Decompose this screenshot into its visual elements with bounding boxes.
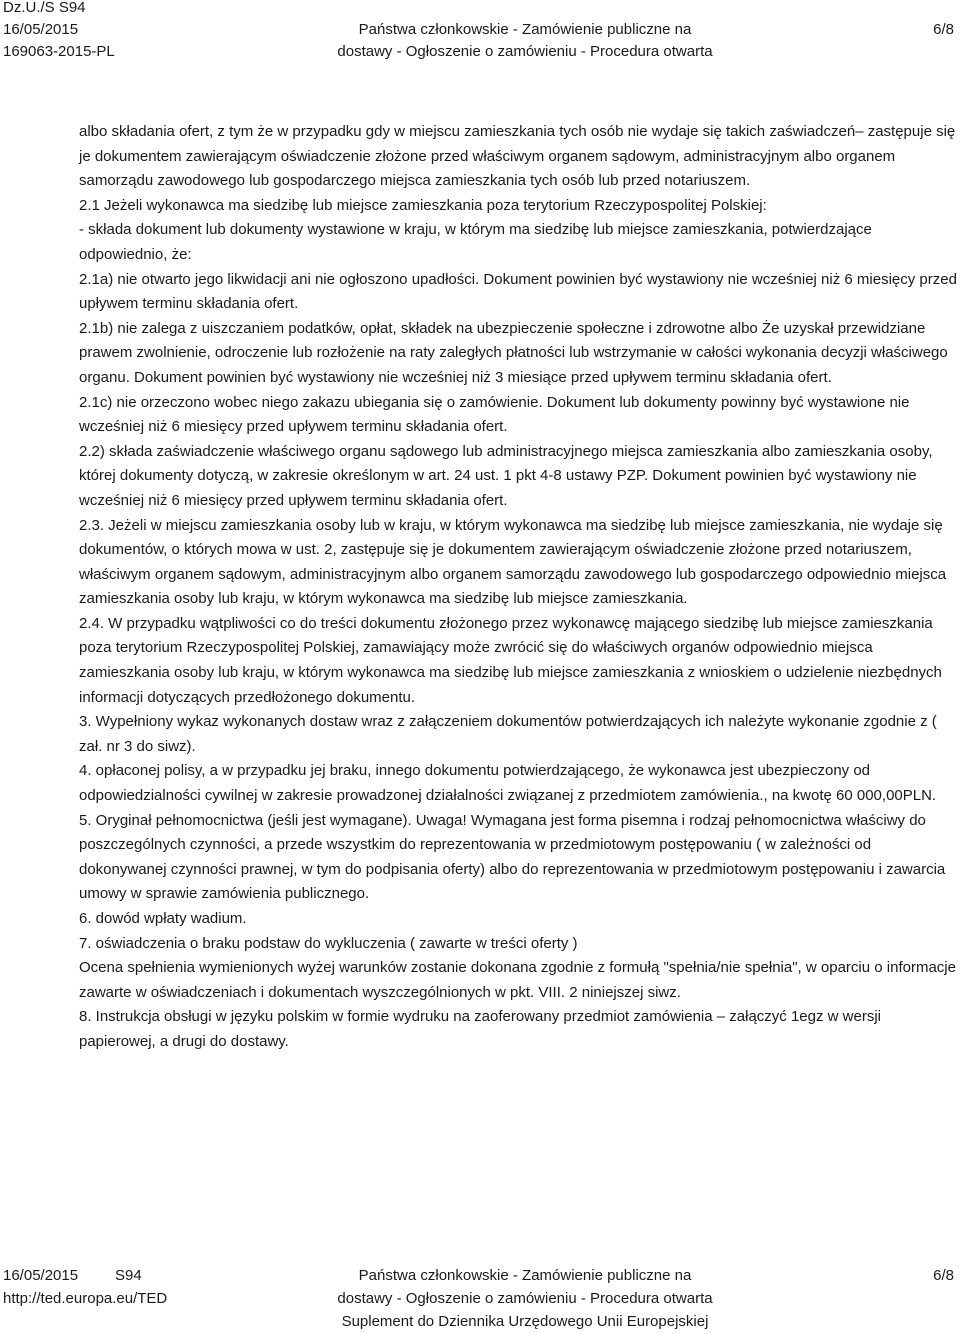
paragraph: 2.2) składa zaświadczenie właściwego organu sądowego lub administracyjnego miejsca zamieszkania albo zamieszkania osoby, której dokumenty dotyczą, w zakresie określonym w art. 24 ust. 1 pkt 4-8 ustawy PZP. Dokument powinien być wystawiony nie wcześniej niż 6 miesięcy przed upływem terminu składania ofert. bbox=[79, 442, 933, 509]
footer-date: 16/05/2015 bbox=[3, 1267, 79, 1284]
paragraph: 2.4. W przypadku wątpliwości co do treści dokumentu złożonego przez wykonawcę mającego siedzibę lub miejsce zamieszkania poza terytorium Rzeczypospolitej Polskiej, zamawiający może zwrócić się do właściwych organów odpowiednio miejsca zamieszkania osoby lub kraju, w którym wykonawca ma siedzibę lub miejsce zamieszkania z wnioskiem o udzielenie niezbędnych informacji dotyczących przedłożonego dokumentu. bbox=[79, 614, 942, 706]
paragraph: 2.1b) nie zalega z uiszczaniem podatków, opłat, składek na ubezpieczenie społeczne i zdrowotne albo Że uzyskał przewidziane prawem zwolnienie, odroczenie lub rozłożenie na raty zaległych płatności lub wstrzymanie w całości wykonania decyzji właściwego organu. Dokument powinien być wystawiony nie wcześniej niż 3 miesiące przed upływem terminu składania ofert. bbox=[79, 319, 948, 386]
footer-title-block bbox=[290, 1264, 760, 1333]
header-journal: Dz.U./S S94 bbox=[3, 0, 86, 16]
header-date: 16/05/2015 bbox=[3, 21, 79, 38]
footer-url[interactable]: http://ted.europa.eu/TED bbox=[3, 1290, 168, 1307]
paragraph: 2.3. Jeżeli w miejscu zamieszkania osoby lub w kraju, w którym wykonawca ma siedzibę lub miejsce zamieszkania, nie wydaje się dokumentów, o których mowa w ust. 2, zastępuje się je dokumentem zawierającym oświadczenie złożone przed notariuszem, właściwym organem sądowym, administracyjnym albo organem samorządu zawodowego lub gospodarczego odpowiednio miejsca zamieszkania osoby lub kraju, w którym wykonawca ma siedzibę lub miejsce zamieszkania. bbox=[79, 516, 947, 608]
header-doc-id: 169063-2015-PL bbox=[3, 43, 115, 60]
header-left-block bbox=[3, 0, 115, 63]
header-title-line2: dostawy - Ogłoszenie o zamówieniu - Procedura otwarta bbox=[337, 43, 713, 60]
paragraph: 3. Wypełniony wykaz wykonanych dostaw wraz z załączeniem dokumentów potwierdzających ich należyte wykonanie zgodnie z ( zał. nr 3 do siwz). bbox=[79, 713, 937, 755]
paragraph: Ocena spełnienia wymienionych wyżej warunków zostanie dokonana zgodnie z formułą "spełnia/nie spełnia", w oparciu o informacje zawarte w oświadczeniach i dokumentach wyszczególnionych w pkt. VIII. 2 niniejszej siwz. bbox=[79, 959, 956, 1001]
document-body bbox=[79, 120, 959, 1055]
paragraph: albo składania ofert, z tym że w przypadku gdy w miejscu zamieszkania tych osób nie wydaje się takich zaświadczeń– zastępuje się je dokumentem zawierającym oświadczenie złożone przed właściwym organem sądowym, administracyjnym albo organem samorządu zawodowego lub gospodarczego miejsca zamieszkania tych osób lub przed notariuszem. bbox=[79, 123, 956, 190]
footer-page-number: 6/8 bbox=[933, 1267, 954, 1284]
paragraph: 2.1a) nie otwarto jego likwidacji ani nie ogłoszono upadłości. Dokument powinien być wystawiony nie wcześniej niż 6 miesięcy przed upływem terminu składania ofert. bbox=[79, 270, 957, 313]
paragraph: 2.1c) nie orzeczono wobec niego zakazu ubiegania się o zamówienie. Dokument lub dokumenty powinny być wystawione nie wcześniej niż 6 miesięcy przed upływem terminu składania ofert. bbox=[79, 393, 910, 436]
footer-left-block bbox=[3, 1264, 167, 1310]
paragraph: - składa dokument lub dokumenty wystawione w kraju, w którym ma siedzibę lub miejsce zamieszkania, potwierdzające odpowiednio, że: bbox=[79, 221, 872, 263]
header-page-number: 6/8 bbox=[933, 21, 954, 38]
paragraph: 4. opłaconej polisy, a w przypadku jej braku, innego dokumentu potwierdzającego, że wykonawca jest ubezpieczony od odpowiedzialności cywilnej w zakresie prowadzonej działalności związanej z przedmiotem zamówienia., na kwotę 60 000,00PLN. bbox=[79, 762, 937, 805]
page-header bbox=[0, 0, 960, 72]
footer-supplement: Suplement do Dziennika Urzędowego Unii Europejskiej bbox=[341, 1313, 709, 1330]
header-title-block bbox=[290, 0, 760, 63]
footer-title-line1: Państwa członkowskie - Zamówienie publiczne na bbox=[358, 1267, 692, 1284]
paragraph: 6. dowód wpłaty wadium. bbox=[79, 910, 247, 927]
footer-series: S94 bbox=[115, 1267, 142, 1284]
page-footer bbox=[0, 1264, 960, 1334]
paragraph: 2.1 Jeżeli wykonawca ma siedzibę lub miejsce zamieszkania poza terytorium Rzeczypospolitej Polskiej: bbox=[79, 196, 767, 214]
header-title-line1: Państwa członkowskie - Zamówienie publiczne na bbox=[358, 21, 692, 38]
footer-title-line2: dostawy - Ogłoszenie o zamówieniu - Procedura otwarta bbox=[337, 1290, 713, 1307]
paragraph: 5. Oryginał pełnomocnictwa (jeśli jest wymagane). Uwaga! Wymagana jest forma pisemna i rodzaj pełnomocnictwa właściwy do poszczególnych czynności, a przede wszystkim do reprezentowania w przedmiotowym postępowaniu ( w zależności od dokonywanej czynności prawnej, w tym do podpisania oferty) albo do reprezentowania w przedmiotowym postępowaniu i zawarcia umowy w sprawie zamówienia publicznego. bbox=[79, 811, 946, 903]
paragraph: 7. oświadczenia o braku podstaw do wykluczenia ( zawarte w treści oferty ) bbox=[79, 934, 578, 952]
paragraph: 8. Instrukcja obsługi w języku polskim w formie wydruku na zaoferowany przedmiot zamówienia – załączyć 1egz w wersji papierowej, a drugi do dostawy. bbox=[79, 1008, 881, 1050]
